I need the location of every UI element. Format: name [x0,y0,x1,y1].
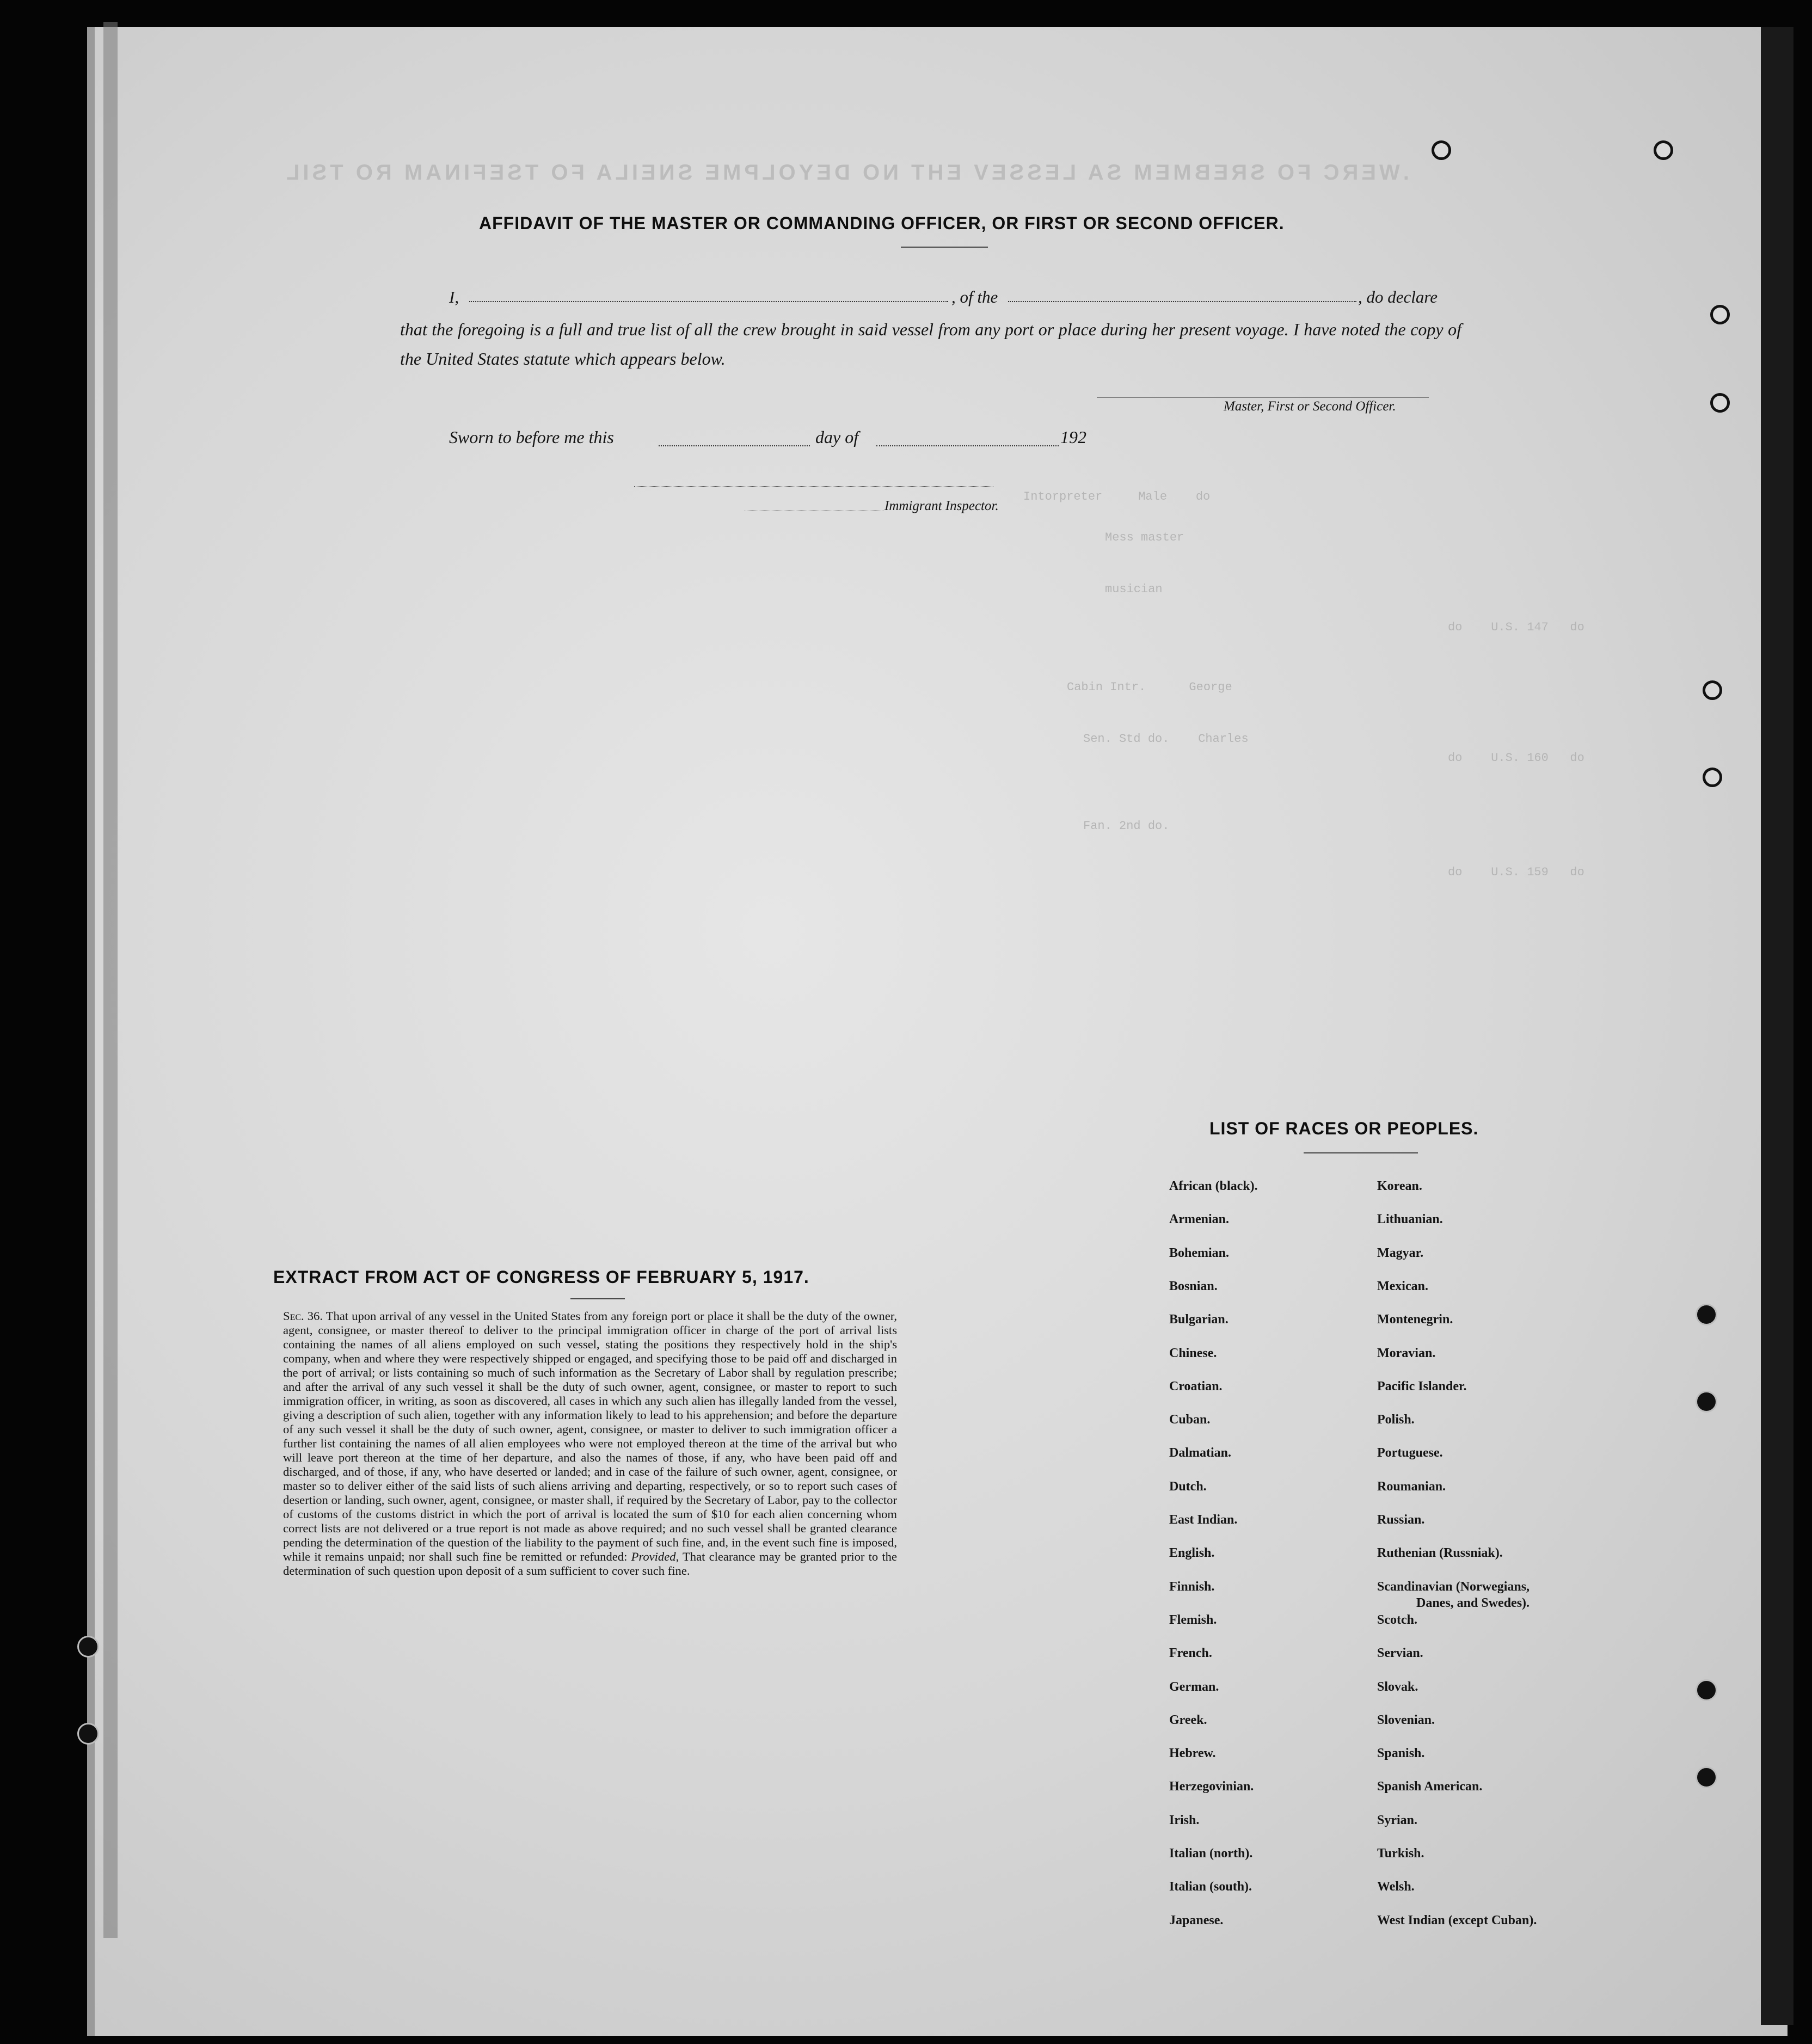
race-item: Hebrew. [1169,1746,1216,1761]
race-item: Herzegovinian. [1169,1779,1254,1794]
sworn-month-field[interactable] [876,445,1059,446]
race-item: Flemish. [1169,1612,1217,1627]
race-item: Moravian. [1377,1346,1436,1360]
race-item: English. [1169,1546,1215,1561]
race-item: Portuguese. [1377,1446,1443,1460]
race-item: Syrian. [1377,1813,1418,1827]
race-item: Bulgarian. [1169,1312,1229,1327]
affidavit-title: AFFIDAVIT OF THE MASTER OR COMMANDING OFFICER, OR FIRST OR SECOND OFFICER. [479,213,1285,233]
vessel-name-field[interactable] [1008,301,1356,302]
binding-hole [1710,305,1730,324]
race-item: Spanish American. [1377,1779,1483,1794]
extract-title: EXTRACT FROM ACT OF CONGRESS OF FEBRUARY 5, 1917. [273,1267,809,1287]
race-item: Ruthenian (Russniak). [1377,1546,1503,1561]
races-title: LIST OF RACES OR PEOPLES. [1209,1119,1479,1138]
bleed-through-text: Intorpreter Male do [1023,490,1211,504]
proviso-label: Provided, [631,1550,679,1563]
divider [901,247,988,248]
bleed-through-text: do U.S. 159 do [1448,866,1584,879]
race-item: Bosnian. [1169,1279,1218,1293]
race-item: Croatian. [1169,1379,1223,1394]
binding-hole [1696,1679,1717,1701]
race-item: Turkish. [1377,1846,1424,1861]
race-item: Dalmatian. [1169,1446,1231,1460]
bleed-through-text: Cabin Intr. George [1067,680,1232,694]
divider [570,1298,625,1299]
race-item: Bohemian. [1169,1245,1230,1260]
bleed-through-text: do U.S. 147 do [1448,621,1584,634]
extract-body [283,1309,897,1578]
race-item: Scotch. [1377,1612,1417,1627]
binding-hole [77,1723,99,1745]
race-item: Servian. [1377,1646,1423,1661]
race-item: Korean. [1377,1179,1422,1193]
race-item: Magyar. [1377,1245,1424,1260]
race-item: Scandinavian (Norwegians, [1377,1579,1530,1594]
divider [1304,1152,1418,1153]
race-item: Danes, and Swedes). [1416,1595,1530,1610]
declarant-pronoun: I, [449,287,459,306]
race-item: Pacific Islander. [1377,1379,1467,1394]
race-item: Irish. [1169,1813,1200,1827]
binding-hole [1703,680,1722,700]
race-item: Armenian. [1169,1212,1229,1227]
do-declare-label: , do declare [1358,287,1438,306]
race-item: African (black). [1169,1179,1258,1193]
day-of-label: day of [815,427,859,447]
page-edge-shadow [103,22,118,1938]
race-item: Cuban. [1169,1413,1211,1427]
binding-hole [1696,1391,1717,1413]
binding-hole [1654,140,1673,160]
binding-hole [1432,140,1451,160]
race-item: German. [1169,1679,1219,1694]
declarant-name-field[interactable] [469,301,948,302]
binding-strip [1761,27,1793,2025]
race-item: Dutch. [1169,1479,1207,1494]
proviso-text: That clearance may be granted prior to the determination of such question upon deposit of a sum sufficient to cover such fine. [283,1550,897,1577]
race-item: Mexican. [1377,1279,1428,1293]
section-text: That upon arrival of any vessel in the United States from any foreign port or place it shall be the duty of the owner, agent, consignee, or master thereof to deliver to the principal immigration officer in charge of the port of arrival lists containing the names of all aliens employed on such vessel, stating the positions they respectively hold in the ship's company, when and where they were respectively shipped or engaged, and specifying those to be paid off and discharged in the port of arrival; or lists containing so much of such information as the Secretary of Labor shall by regulation prescribe; and after the arrival of any such vessel it shall be the duty of such owner, agent, consignee, or master to report to such immigration officer, in writing, as soon as discovered, all cases in which any such alien has illegally landed from the vessel, giving a description of such alien, together with any information likely to lead to his apprehension; and before the departure of any such vessel it shall be the duty of such owner, agent, consignee, or master to deliver to such immigration officer a further list containing the names of all alien employees who were not employed thereon at the time of the arrival but who will leave port thereon at the time of her departure, and also the names of those, if any, who have been paid off and discharged, and of those, if any, who have deserted or landed; and in case of the failure of such owner, agent, consignee, or master so to deliver either of the said lists of such aliens arriving and departing, respectively, or so to report such cases of desertion or landing, such owner, agent, consignee, or master shall, if required by the Secretary of Labor, pay to the collector of customs of the customs district in which the port of arrival is located the sum of $10 for each alien concerning whom correct lists are not delivered or a true report is not made as above required; and no such vessel shall be granted clearance pending the determination of the question of the liability to the payment of such fine, and, in the event such fine is imposed, while it remains unpaid; nor shall such fine be remitted or refunded: [283,1309,897,1563]
race-item: French. [1169,1646,1212,1661]
sworn-label: Sworn to before me this [449,427,614,447]
race-item: Polish. [1377,1413,1415,1427]
bleed-through-text: Mess master [1105,531,1184,544]
bleed-through-text: musician [1105,582,1163,596]
of-the-label: , of the [951,287,998,306]
race-item: Welsh. [1377,1880,1415,1894]
race-item: Chinese. [1169,1346,1217,1360]
race-item: East Indian. [1169,1513,1238,1527]
race-item: Spanish. [1377,1746,1425,1761]
binding-hole [1703,768,1722,787]
bleed-through-text: Fan. 2nd do. [1083,819,1170,833]
sworn-day-field[interactable] [659,445,810,446]
inspector-signature-line[interactable] [634,486,993,487]
race-item: Finnish. [1169,1579,1215,1594]
signature-caption: Master, First or Second Officer. [1224,399,1396,414]
binding-hole [1696,1304,1717,1325]
race-item: Japanese. [1169,1913,1224,1928]
bleed-through-text: Sen. Std do. Charles [1083,732,1249,746]
declaration-text: that the foregoing is a full and true list of all the crew brought in said vessel from any port or place during her present voyage. I have noted the copy of the United States statute which appears below. [400,320,1461,369]
race-item: Lithuanian. [1377,1212,1443,1227]
race-item: Italian (north). [1169,1846,1253,1861]
race-item: Montenegrin. [1377,1312,1453,1327]
signature-line[interactable] [1097,397,1429,398]
inspector-caption: Immigrant Inspector. [884,499,999,513]
race-item: Slovak. [1377,1679,1418,1694]
binding-hole [77,1636,99,1658]
race-item: West Indian (except Cuban). [1377,1913,1537,1928]
binding-hole [1696,1766,1717,1788]
section-label: Sec. 36. [283,1309,323,1323]
race-item: Roumanian. [1377,1479,1446,1494]
bleed-through-text: do U.S. 160 do [1448,751,1584,765]
race-item: Italian (south). [1169,1880,1252,1894]
year-label: 192 [1060,427,1086,447]
binding-hole [1710,393,1730,413]
race-item: Slovenian. [1377,1712,1435,1727]
race-item: Russian. [1377,1513,1425,1527]
race-item: Greek. [1169,1712,1207,1727]
bleed-through-text: .WERC FO SREBMEM SA LESSEV EHT NO DEYOLPME SNEILA FO TSEFINAM RO TSIL [283,161,1409,185]
